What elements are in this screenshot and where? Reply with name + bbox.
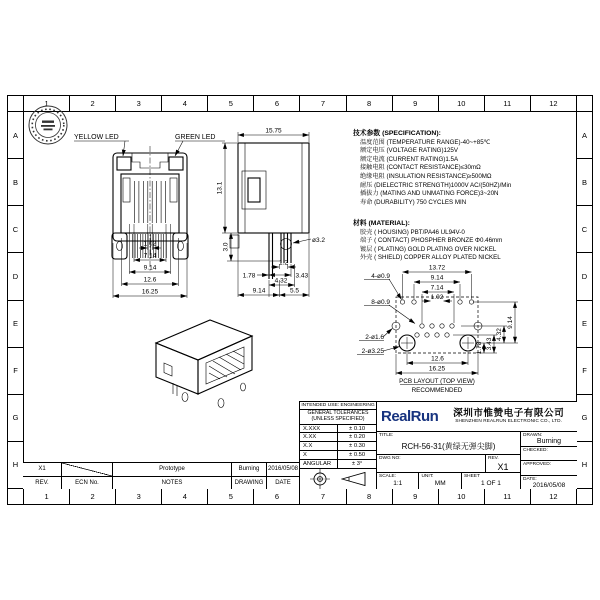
dim-text: 4.32 (496, 328, 503, 341)
unless-specified-line: (UNLESS SPECIFIED) (311, 415, 365, 422)
dim-text: 1.02 (143, 240, 157, 248)
material-line: 端子 ( CONTACT) PHOSPHER BRONZE Φ0.46mm (360, 237, 503, 245)
tolerance-row (300, 442, 376, 451)
frame-row-label: E (577, 301, 592, 348)
drawn-label: DRAWN: (523, 433, 543, 438)
frame-row-label: D (577, 253, 592, 300)
front-view (74, 134, 225, 298)
frame-column-label: 8 (347, 489, 393, 504)
hole-label: 2-ø1.6 (365, 334, 384, 341)
date-label: DATE: (523, 476, 537, 482)
material-line: 胶壳 ( HOUSING) PBT/PA46 UL94V-0 (360, 228, 465, 236)
mounting-peg (281, 239, 292, 250)
frame-column-label: 6 (254, 96, 300, 111)
frame-row-label: E (8, 301, 23, 348)
frame-row-label: C (577, 206, 592, 253)
frame-row-label: G (8, 395, 23, 442)
frame-column-label: 11 (485, 489, 531, 504)
frame-row-label: A (577, 112, 592, 159)
hole-label: 8-ø0.9 (371, 299, 390, 306)
shield-tab-right (173, 233, 188, 259)
dim-text: 7.14 (430, 284, 444, 292)
intended-use: INTENDED USE: ENGINEERING (301, 403, 375, 408)
dim-text: 12.6 (143, 276, 157, 284)
spec-line: 额定电流 (CURRENT RATING)1.5A (360, 155, 459, 163)
frame-column-label: 4 (162, 96, 208, 111)
tolerance-range: X (300, 451, 338, 459)
frame-column-label: 2 (70, 96, 116, 111)
company-name-en: SHENZHEN REALRUN ELECTRONIC CO., LTD. (455, 418, 563, 424)
frame-bottom-columns (23, 489, 577, 504)
dim-text: 9.14 (143, 264, 157, 272)
title-block-main (377, 402, 577, 489)
frame-row-label: D (8, 253, 23, 300)
frame-column-label: 5 (208, 96, 254, 111)
material-block (353, 220, 581, 263)
checked-label: CHECKED: (523, 447, 548, 453)
drawn-value: Burning (536, 438, 562, 445)
dim-text: 1.78 (476, 341, 483, 355)
revision-date-label: DATE (275, 479, 291, 486)
side-pins (269, 233, 291, 279)
company-name-cn: 深圳市惟赞电子有限公司 (453, 408, 565, 419)
frame-column-label: 10 (439, 96, 485, 111)
frame-row-label: F (577, 348, 592, 395)
frame-column-label: 12 (549, 492, 558, 501)
revision-drawing-label: DRAWING (232, 477, 267, 490)
tolerance-value: ± 0.10 (349, 425, 366, 432)
tolerance-range: X.X (300, 442, 338, 450)
revision-notes: Prototype (113, 463, 232, 476)
general-tolerances-header (300, 410, 376, 425)
company-logo: RealRun (381, 408, 439, 425)
revision-ecn-diagonal (62, 463, 113, 476)
revision-notes-label: NOTES (113, 477, 232, 490)
tolerance-range: ANGULAR (300, 460, 338, 468)
dwg-no-cell (377, 455, 486, 472)
frame-row-label: H (581, 460, 588, 470)
scale-label: SCALE: (379, 474, 397, 479)
spec-line: 寿命 (DURABILITY) 750 CYCLES MIN (360, 198, 467, 206)
spec-block (353, 130, 581, 207)
tolerance-table (300, 402, 377, 489)
date-value: 2016/05/08 (532, 481, 566, 489)
checked-cell (521, 447, 577, 462)
projection-circle-icon (309, 469, 331, 489)
dim-text: 13.72 (428, 264, 446, 272)
frame-row-label: B (8, 159, 23, 206)
projection-symbols (300, 469, 376, 489)
frame-row-label: H (12, 460, 19, 470)
spec-line: 接触电阻 (CONTACT RESISTANCE)≤30mΩ (360, 164, 481, 172)
tolerance-range: X.XXX (300, 425, 338, 433)
tolerance-row (300, 460, 376, 469)
revision-rev-label: REV. (23, 477, 62, 490)
approved-label: APPROVED: (523, 462, 551, 467)
tolerance-row (300, 425, 376, 434)
tolerance-range: X.XX (300, 433, 338, 441)
company-name (440, 409, 577, 424)
tolerance-row (300, 451, 376, 460)
revision-row (23, 463, 299, 477)
dim-text: 4.32 (274, 277, 288, 285)
unit-cell (419, 473, 461, 489)
dim-text: 1.2 (278, 259, 289, 267)
frame-row-label: G (577, 395, 592, 442)
rev-cell (486, 455, 520, 472)
spec-line: 插拔力 (MATING AND UNMATING FORCE)3~20N (360, 190, 499, 198)
drawing-sheet (7, 95, 593, 505)
dim-text: 16.25 (141, 288, 159, 296)
frame-left-rows (8, 111, 23, 489)
dim-text: 15.75 (265, 127, 282, 135)
revision-rev: X1 (23, 463, 62, 476)
date-cell (521, 476, 577, 490)
frame-column-label: 12 (549, 99, 558, 108)
iso-hatch (209, 351, 244, 379)
company-seal (26, 102, 70, 148)
revision-table (23, 462, 299, 489)
spec-line: 额定电压 (VOLTAGE RATING)125V (360, 147, 458, 155)
shield-tab-left (112, 233, 127, 259)
spec-line: 温度范围 (TEMPERATURE RANGE)-40~+85℃ (360, 138, 491, 146)
material-title: 材料 (MATERIAL): (353, 220, 410, 227)
revision-date: 2016/05/08 (267, 466, 299, 473)
frame-row-label: C (8, 206, 23, 253)
frame-column-label: 3 (116, 96, 162, 111)
pcb-layout-view (357, 265, 518, 395)
pcb-holes (392, 300, 482, 351)
frame-row-label: A (8, 112, 23, 159)
dwg-no-label: DWG NO: (379, 456, 401, 462)
revision-ecn-label: ECN No. (62, 477, 113, 490)
frame-column-label: 1 (24, 489, 70, 504)
scale-value: 1:1 (393, 480, 403, 487)
rev-label: REV. (488, 456, 499, 462)
drawn-cell (521, 432, 577, 447)
dim-text: 12.6 (431, 355, 444, 363)
dim-text: 1.78 (242, 272, 256, 280)
revision-drawing: Burning (232, 463, 267, 476)
tolerance-value: ± 3° (351, 461, 363, 468)
green-led-label: GREEN LED (175, 134, 216, 141)
title-label: TITLE: (379, 433, 394, 438)
side-view (217, 128, 326, 298)
general-tolerances-line: GENERAL TOLERANCES (307, 410, 369, 416)
pcb-caption: PCB LAYOUT (TOP VIEW) (399, 378, 475, 385)
green-led-window (169, 157, 183, 170)
frame-column-label: 4 (162, 489, 208, 504)
spec-line: 绝缘电阻 (INSULATION RESISTANCE)≥500MΩ (360, 172, 492, 180)
title-block (299, 401, 577, 489)
dim-text: 9.14 (252, 287, 266, 295)
dim-text: 7.14 (143, 252, 157, 260)
sheet-cell (462, 473, 520, 489)
unit-value: MM (434, 480, 446, 487)
frame-column-label: 2 (70, 489, 116, 504)
dim-text: 3.0 (222, 242, 230, 252)
dim-text: 3.43 (295, 272, 309, 280)
frame-column-label: 7 (300, 489, 346, 504)
revision-header-row (23, 477, 299, 490)
frame-row-label: F (8, 348, 23, 395)
dim-text: 16.25 (428, 365, 446, 373)
dim-text: 9.14 (507, 316, 514, 329)
hole-label: 2-ø3.25 (361, 348, 384, 355)
company-banner (377, 402, 577, 432)
dim-text: 13.1 (216, 181, 224, 195)
frame-column-label: 1 (24, 96, 70, 111)
tolerance-value: ± 0.20 (349, 434, 366, 441)
frame-column-label: 5 (208, 489, 254, 504)
sheet-label: SHEET (463, 474, 480, 479)
frame-column-label: 8 (347, 96, 393, 111)
projection-cone-icon (341, 471, 367, 487)
pcb-caption-2: RECOMMENDED (411, 387, 463, 394)
frame-column-label: 10 (439, 489, 485, 504)
sheet-value: 1 OF 1 (481, 480, 501, 487)
frame-column-label: 9 (393, 489, 439, 504)
tolerance-row (300, 433, 376, 442)
dim-text: ø3.2 (312, 237, 326, 244)
unit-label: UNIT: (421, 474, 434, 479)
scale-cell (377, 473, 419, 489)
spec-title: 技术参数 (SPECIFICATION): (353, 130, 441, 137)
spec-line: 耐压 (DIELECTRIC STRENGTH)1000V AC/(50HZ)/Min (360, 181, 512, 189)
dim-text: 5.5 (289, 287, 300, 295)
frame-column-label: 9 (393, 96, 439, 111)
part-number: RCH-56-31(黄绿无弹尖脚) (401, 442, 496, 451)
frame-row-label: B (577, 159, 592, 206)
yellow-led-label: YELLOW LED (74, 134, 119, 141)
dim-text: 3.43 (486, 337, 493, 351)
dim-text: 1.02 (430, 294, 444, 301)
approved-cell (521, 461, 577, 476)
frame-column-label: 3 (116, 489, 162, 504)
hole-label: 4-ø0.9 (371, 273, 390, 280)
rev-value: X1 (497, 462, 509, 473)
isometric-view (156, 320, 252, 408)
yellow-led-window (117, 157, 131, 170)
material-line: 外壳 ( SHIELD) COPPER ALLOY PLATED NICKEL (360, 254, 501, 262)
frame-column-label: 11 (485, 96, 531, 111)
tolerance-value: ± 0.30 (349, 443, 366, 450)
title-cell (377, 432, 520, 455)
frame-top-columns (23, 96, 577, 111)
frame-column-label: 6 (254, 489, 300, 504)
tolerance-value: ± 0.50 (349, 452, 366, 459)
material-line: 镀层 ( PLATING) GOLD PLATING OVER NICKEL (360, 245, 497, 253)
dim-text: 9.14 (430, 274, 444, 282)
frame-column-label: 7 (300, 96, 346, 111)
